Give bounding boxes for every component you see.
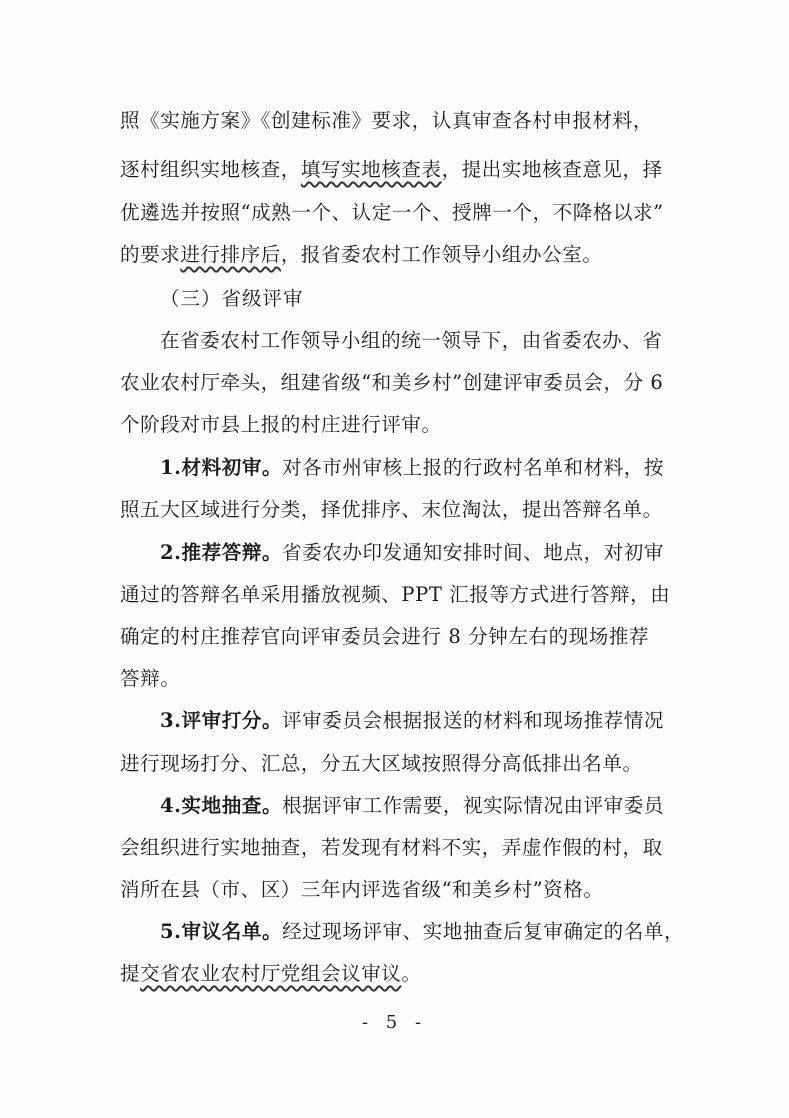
text-run: 省委农办印发通知安排时间、地点，对初审 [282,541,664,564]
item-title: 5.审议名单。 [160,920,283,943]
paragraph-line [120,240,680,270]
handwritten-underline-text: 填写实地核查表 [300,158,442,181]
text-run: 通过的答辩名单采用播放视频、PPT 汇报等方式进行答辩，由 [120,583,671,606]
paragraph-line [120,580,680,610]
text-run: 在省委农村工作领导小组的统一领导下，由省委农办、省 [160,329,663,352]
handwritten-underline-text: 进行排序后 [180,243,281,266]
paragraph-line [120,833,680,863]
text-run: 确定的村庄推荐官向评审委员会进行 8 分钟左右的现场推荐 [120,625,650,648]
paragraph-line [120,495,680,525]
text-run: 对各市州审核上报的行政村名单和材料，按 [282,456,664,479]
section-heading [160,284,680,314]
text-run: 进行现场打分、汇总，分五大区域按照得分高低排出名单。 [120,752,643,775]
text-run: 提 [120,962,141,985]
text-run: 照五大区域进行分类，择优排序、末位淘汰，提出答辩名单。 [120,498,663,521]
item-title: 2.推荐答辩。 [160,541,283,564]
text-run: 优遴选并按照“成熟一个、认定一个、授牌一个，不降格以求” [120,201,664,224]
text-run: 根据评审工作需要，视实际情况由评审委员 [282,794,664,817]
text-run: 的要求 [120,243,181,266]
paragraph-line [160,791,680,821]
paragraph-line [160,706,680,736]
paragraph-line [120,198,680,228]
text-run: 个阶段对市县上报的村庄进行评审。 [120,413,442,436]
item-title: 1.材料初审。 [160,456,283,479]
paragraph-line [120,875,680,905]
paragraph-line [120,410,680,440]
paragraph-line [160,917,685,947]
item-title: 3.评审打分。 [160,709,283,732]
text-run: 评审委员会根据报送的材料和现场推荐情况 [282,709,664,732]
paragraph-line [160,453,680,483]
text-run: 经过现场评审、实地抽查后复审确定的名单， [282,920,685,943]
paragraph-line [120,664,680,694]
paragraph-line [120,622,680,652]
paragraph-line [120,368,680,398]
text-run: 消所在县（市、区）三年内评选省级“和美乡村”资格。 [120,878,604,901]
item-title: 4.实地抽查。 [160,794,283,817]
text-run: 逐村组织实地核查， [120,158,301,181]
paragraph-line [120,749,680,779]
paragraph-line [160,538,680,568]
text-run: 会组织进行实地抽查，若发现有材料不实，弄虚作假的村，取 [120,836,663,859]
text-run: 。 [401,962,422,985]
text-run: ，报省委农村工作领导小组办公室。 [280,243,603,266]
paragraph-line [120,106,680,136]
heading-text: （三）省级评审 [160,287,304,310]
text-run: 农业农村厅牵头，组建省级“和美乡村”创建评审委员会，分 6 [120,371,664,394]
text-run: 答辩。 [120,667,181,690]
page-number: - 5 - [361,1012,428,1033]
paragraph-line [120,155,680,185]
text-run: ，提出实地核查意见，择 [441,158,663,181]
paragraph-line [120,959,680,989]
handwritten-underline-text: 交省农业农村厅党组会议审议 [140,962,402,985]
paragraph-line [160,326,680,356]
text-run: 照《实施方案》《创建标准》要求，认真审查各村申报材料， [120,109,653,132]
